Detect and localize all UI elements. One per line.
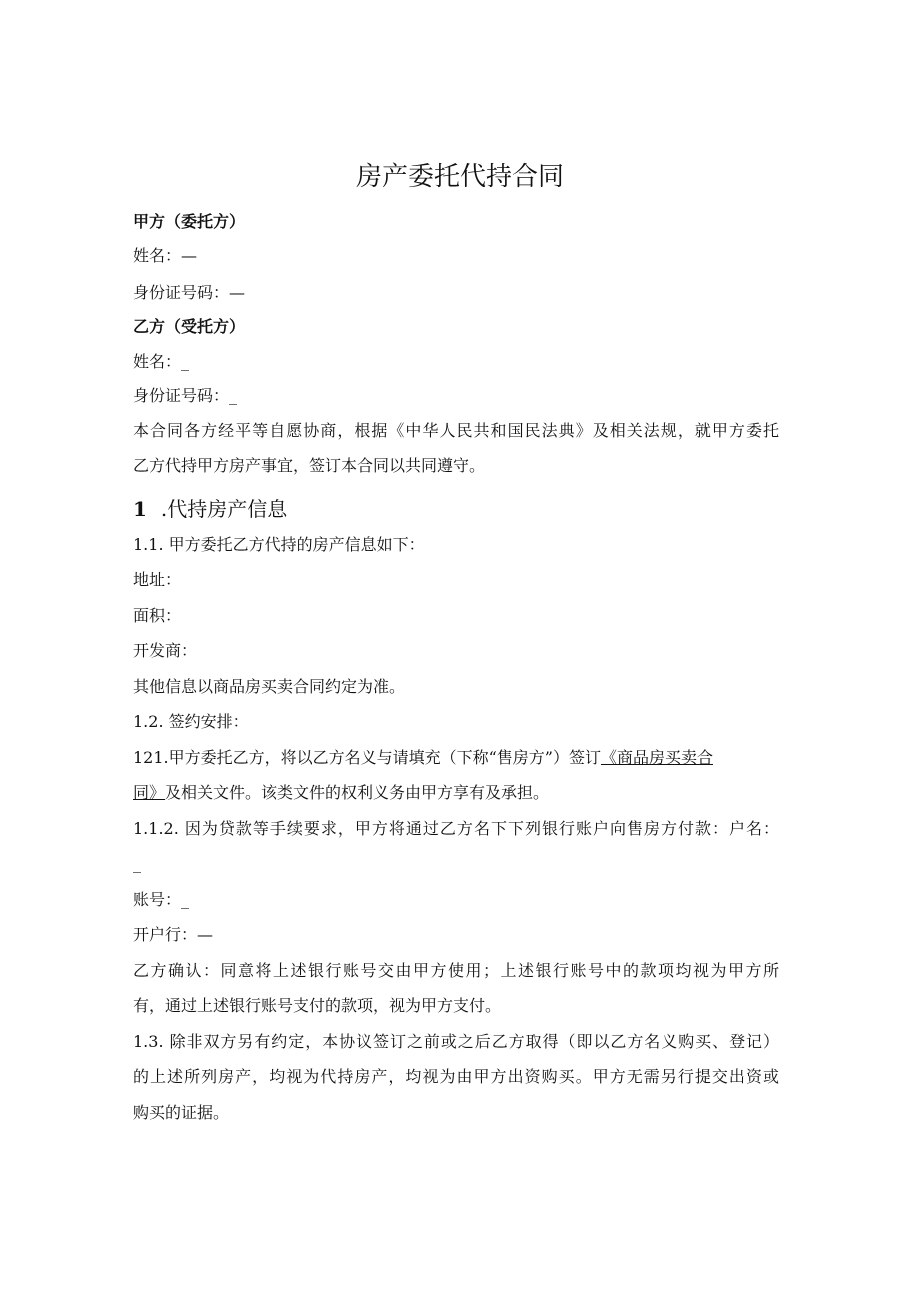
preamble-line-2: 乙方代持甲方房产事宜，签订本合同以共同遵守。 [133, 456, 486, 475]
party-a-heading: 甲方（委托方） [133, 212, 246, 231]
clause-1-3-line-3: 购买的证据。 [133, 1103, 230, 1122]
field-address: 地址： [133, 570, 182, 589]
field-bank: 开户行：— [133, 925, 214, 944]
party-b-heading: 乙方（受托方） [133, 317, 246, 336]
clause-1-2-1-text: 121.甲方委托乙方，将以乙方名义与请填充（下称“售房方”）签订 [133, 748, 601, 767]
section-1-number: 1 [133, 497, 147, 521]
confirmation-line-1: 乙方确认：同意将上述银行账号交由甲方使用；上述银行账号中的款项均视为甲方所 [133, 961, 779, 980]
party-b-id: 身份证号码：_ [133, 386, 238, 405]
clause-1-2: 1.2. 签约安排： [133, 712, 249, 731]
field-developer: 开发商： [133, 641, 198, 660]
confirmation-line-2: 有，通过上述银行账号支付的款项，视为甲方支付。 [133, 996, 502, 1015]
clause-1-2-1-line-2 [133, 782, 549, 804]
contract-reference: 《商品房买卖合 [601, 748, 714, 767]
other-info: 其他信息以商品房买卖合同约定为准。 [133, 677, 406, 696]
clause-1-1: 1.1. 甲方委托乙方代持的房产信息如下： [133, 535, 425, 554]
section-1-title: .代持房产信息 [160, 497, 288, 521]
clause-1-2-1-rest: 及相关文件。该类文件的权利义务由甲方享有及承担。 [165, 783, 550, 802]
field-account-number: 账号：_ [133, 890, 190, 909]
clause-1-1-2: 1.1.2. 因为贷款等手续要求，甲方将通过乙方名下下列银行账户向售房方付款：户名： [133, 819, 779, 838]
clause-1-3-line-2: 的上述所列房产，均视为代持房产，均视为由甲方出资购买。甲方无需另行提交出资或 [133, 1067, 779, 1086]
section-1-heading [133, 495, 287, 523]
preamble-line-1: 本合同各方经平等自愿协商，根据《中华人民共和国民法典》及相关法规，就甲方委托 [133, 421, 779, 440]
party-a-id: 身份证号码：— [133, 283, 246, 302]
account-name-blank: _ [133, 854, 141, 873]
contract-reference-end: 同》 [133, 783, 166, 802]
page-title: 房产委托代持合同 [355, 162, 564, 192]
party-b-name: 姓名：_ [133, 352, 190, 371]
clause-1-2-1-line-1 [133, 747, 713, 769]
party-a-name: 姓名：— [133, 246, 198, 265]
field-area: 面积： [133, 606, 182, 625]
clause-1-3-line-1: 1.3. 除非双方另有约定，本协议签订之前或之后乙方取得（即以乙方名义购买、登记） [133, 1032, 779, 1051]
